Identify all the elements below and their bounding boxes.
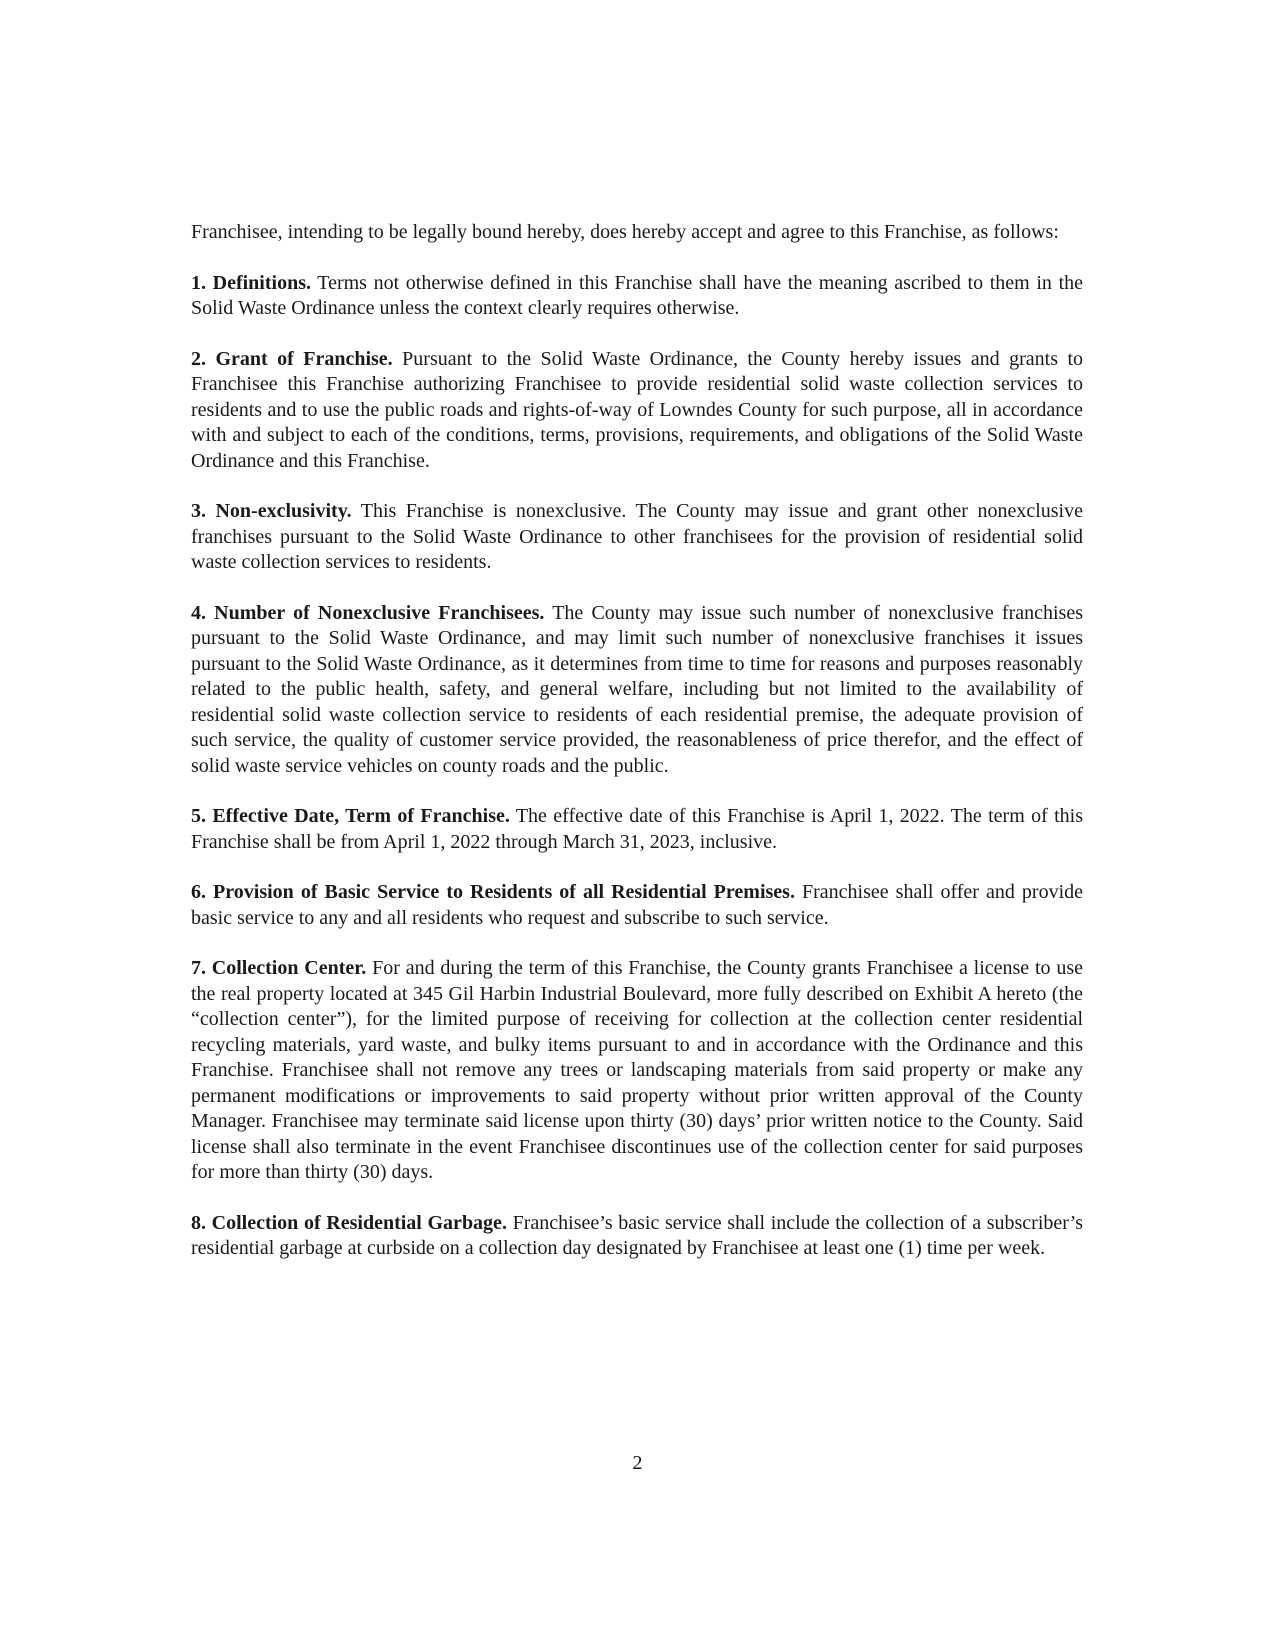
section-heading: 3. Non-exclusivity. [191,500,352,522]
section-heading: 8. Collection of Residential Garbage. [191,1211,507,1234]
section-heading: 4. Number of Nonexclusive Franchisees. [191,601,545,624]
section-heading: 7. Collection Center. [191,957,367,979]
section-heading: 2. Grant of Franchise. [191,347,393,370]
section-collection-center [191,956,1083,1186]
section-grant-of-franchise [191,347,1083,475]
document-body [191,220,1083,1287]
section-text: The effective date of this Franchise is April 1, 2022. The term of this Franchise shall be from April 1, 2022 through March 31, 2023, inclusive. [191,805,1083,853]
section-text: Franchisee’s basic service shall include the collection of a subscriber’s residential garbage at curbside on a collection day designated by Franchisee at least one (1) time per week. [191,1211,1084,1259]
section-definitions [191,271,1083,322]
page-number: 2 [632,1452,643,1474]
section-heading: 1. Definitions. [191,271,311,294]
section-residential-garbage [191,1211,1083,1262]
section-text: The County may issue such number of nonexclusive franchises pursuant to the Solid Waste Ordinance, and may limit such number of nonexclusive franchises it issues pursuant to the Solid Waste Ordinance, as it determines from time to time for reasons and purposes reasonably related to the public health, safety, and general welfare, including but not limited to the availability of residential solid waste collection service to residents of each residential premise, the adequate provision of such service, the quality of customer service provided, the reasonableness of price therefor, and the effect of solid waste service vehicles on county roads and the public. [191,601,1083,777]
section-text: Franchisee shall offer and provide basic service to any and all residents who request and subscribe to such service. [191,881,1083,929]
intro-paragraph: Franchisee, intending to be legally bound hereby, does hereby accept and agree to this Franchise, as follows: [191,221,1059,243]
section-heading: 5. Effective Date, Term of Franchise. [191,805,510,827]
section-text: Terms not otherwise defined in this Franchise shall have the meaning ascribed to them in the Solid Waste Ordinance unless the context clearly requires otherwise. [191,271,1084,319]
section-text: Pursuant to the Solid Waste Ordinance, the County hereby issues and grants to Franchisee this Franchise authorizing Franchisee to provide residential solid waste collection services to residents and to use the public roads and rights-of-way of Lowndes County for such purpose, all in accordance with and subject to each of the conditions, terms, provisions, requirements, and obligations of the Solid Waste Ordinance and this Franchise. [191,347,1084,472]
section-basic-service [191,880,1083,931]
section-non-exclusivity [191,499,1083,576]
section-number-of-franchisees [191,601,1083,780]
section-text: For and during the term of this Franchise, the County grants Franchisee a license to use the real property located at 345 Gil Harbin Industrial Boulevard, more fully described on Exhibit A hereto (the “collection center”), for the limited purpose of receiving for collection at the collection center residential recycling materials, yard waste, and bulky items pursuant to and in accordance with the Ordinance and this Franchise. Franchisee shall not remove any trees or landscaping materials from said property or make any permanent modifications or improvements to said property without prior written approval of the County Manager. Franchisee may terminate said license upon thirty (30) days’ prior written notice to the County. Said license shall also terminate in the event Franchisee discontinues use of the collection center for said purposes for more than thirty (30) days. [191,957,1084,1183]
section-heading: 6. Provision of Basic Service to Residents of all Residential Premises. [191,881,795,903]
section-text: This Franchise is nonexclusive. The County may issue and grant other nonexclusive franchises pursuant to the Solid Waste Ordinance to other franchisees for the provision of residential solid waste collection services to residents. [191,500,1083,573]
section-effective-date [191,804,1083,855]
